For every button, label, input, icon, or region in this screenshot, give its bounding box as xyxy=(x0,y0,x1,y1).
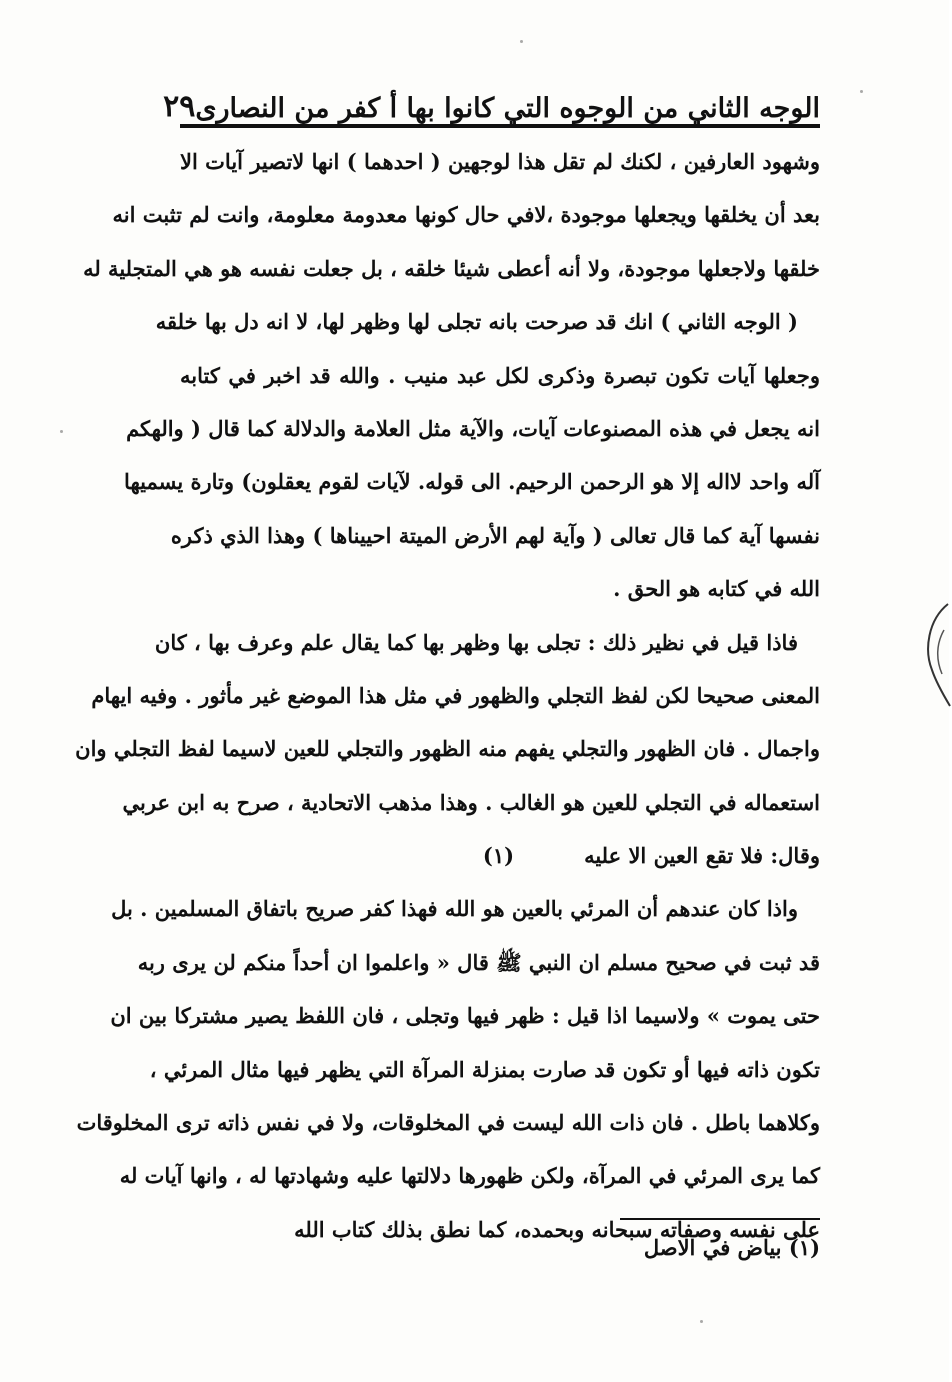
text-line: ( الوجه الثاني ) انك قد صرحت بانه تجلى لها وظهر لها، لا انه دل بها خلقه xyxy=(155,309,798,335)
paper-speck xyxy=(700,1320,703,1323)
text-line: استعماله في التجلي للعين هو الغالب . وهذا مذهب الاتحادية ، صرح به ابن عربي xyxy=(122,789,820,815)
text-line: كما يرى المرئي في المرآة، ولكن ظهورها دلالتها عليه وشهادتها له ، وانها آيات له xyxy=(119,1163,820,1189)
paper-speck xyxy=(60,430,63,433)
text-line: وجعلها آيات تكون تبصرة وذكرى لكل عبد منيب . والله قد اخبر في كتابه xyxy=(180,362,820,388)
header-title: الوجه الثاني من الوجوه التي كانوا بها أ كفر من النصارى xyxy=(195,93,820,124)
page-number: ٢٩ xyxy=(163,89,196,124)
text-line: وشهود العارفين ، لكنك لم تقل هذا لوجهين ( احدهما ) انها لاتصير آيات الا xyxy=(180,149,820,174)
text-line: على نفسه وصفاته سبحانه وبحمده، كما نطق بذلك كتاب الله xyxy=(294,1216,820,1242)
paper-speck xyxy=(520,40,523,43)
text-line: وقال: فلا تقع العين الا عليه xyxy=(584,843,820,869)
footnote-reference: (١) xyxy=(482,843,515,869)
text-line: فاذا قيل في نظير ذلك : تجلى بها وظهر بها كما يقال علم وعرف بها ، كان xyxy=(154,629,798,655)
paper-speck xyxy=(860,90,863,93)
text-line: حتى يموت » ولاسيما اذا قيل : ظهر فيها وتجلى ، فان اللفظ يصير مشتركا بين ان xyxy=(110,1003,820,1029)
text-line: خلقها ولاجعلها موجودة، ولا أنه أعطى شيئا خلقه ، بل جعلت نفسه هو هي المتجلية له xyxy=(83,255,820,281)
text-line: واذا كان عندهم أن المرئي بالعين هو الله فهذا كفر صريح باتفاق المسلمين . بل xyxy=(111,896,798,922)
footnote-separator xyxy=(620,1218,820,1220)
text-line: نفسها آية كما قال تعالى ( وآية لهم الأرض الميتة احييناها ) وهذا الذي ذكره xyxy=(170,522,820,548)
text-line: المعنى صحيحا لكن لفظ التجلي والظهور في مثل هذا الموضع غير مأثور . وفيه ايهام xyxy=(91,682,820,708)
body-text xyxy=(75,135,820,1256)
text-line: وكلاهما باطل . فان ذات الله ليست في المخلوقات، ولا في نفس ذاته ترى المخلوقات xyxy=(76,1110,820,1136)
text-line: واجمال . فان الظهور والتجلي يفهم منه الظهور والتجلي للعين لاسيما لفظ التجلي وان xyxy=(75,736,820,762)
header-rule xyxy=(180,124,820,128)
text-line: انه يجعل في هذه المصنوعات آيات، والآية مثل العلامة والدلالة كما قال ( والهكم xyxy=(126,415,820,441)
text-line: بعد أن يخلقها ويجعلها موجودة ،لافي حال كونها معدومة معلومة، وانت لم تثبت انه xyxy=(112,202,820,228)
text-line: آله واحد لااله إلا هو الرحمن الرحيم. الى قوله. لآيات لقوم يعقلون) وتارة يسميها xyxy=(124,469,820,495)
text-line: قد ثبت في صحيح مسلم ان النبي ﷺ قال « واعلموا ان أحداً منكم لن يرى ربه xyxy=(137,949,820,975)
page-edge-mark xyxy=(918,600,952,710)
text-line-with-footnote-ref xyxy=(180,829,820,882)
text-line: تكون ذاته فيها أو تكون قد صارت بمنزلة المرآة التي يظهر فيها مثال المرئي ، xyxy=(149,1056,820,1082)
footnote: (١) بياض في الاصل xyxy=(643,1235,820,1260)
running-header xyxy=(163,72,820,124)
text-line: الله في كتابه هو الحق . xyxy=(613,576,820,602)
